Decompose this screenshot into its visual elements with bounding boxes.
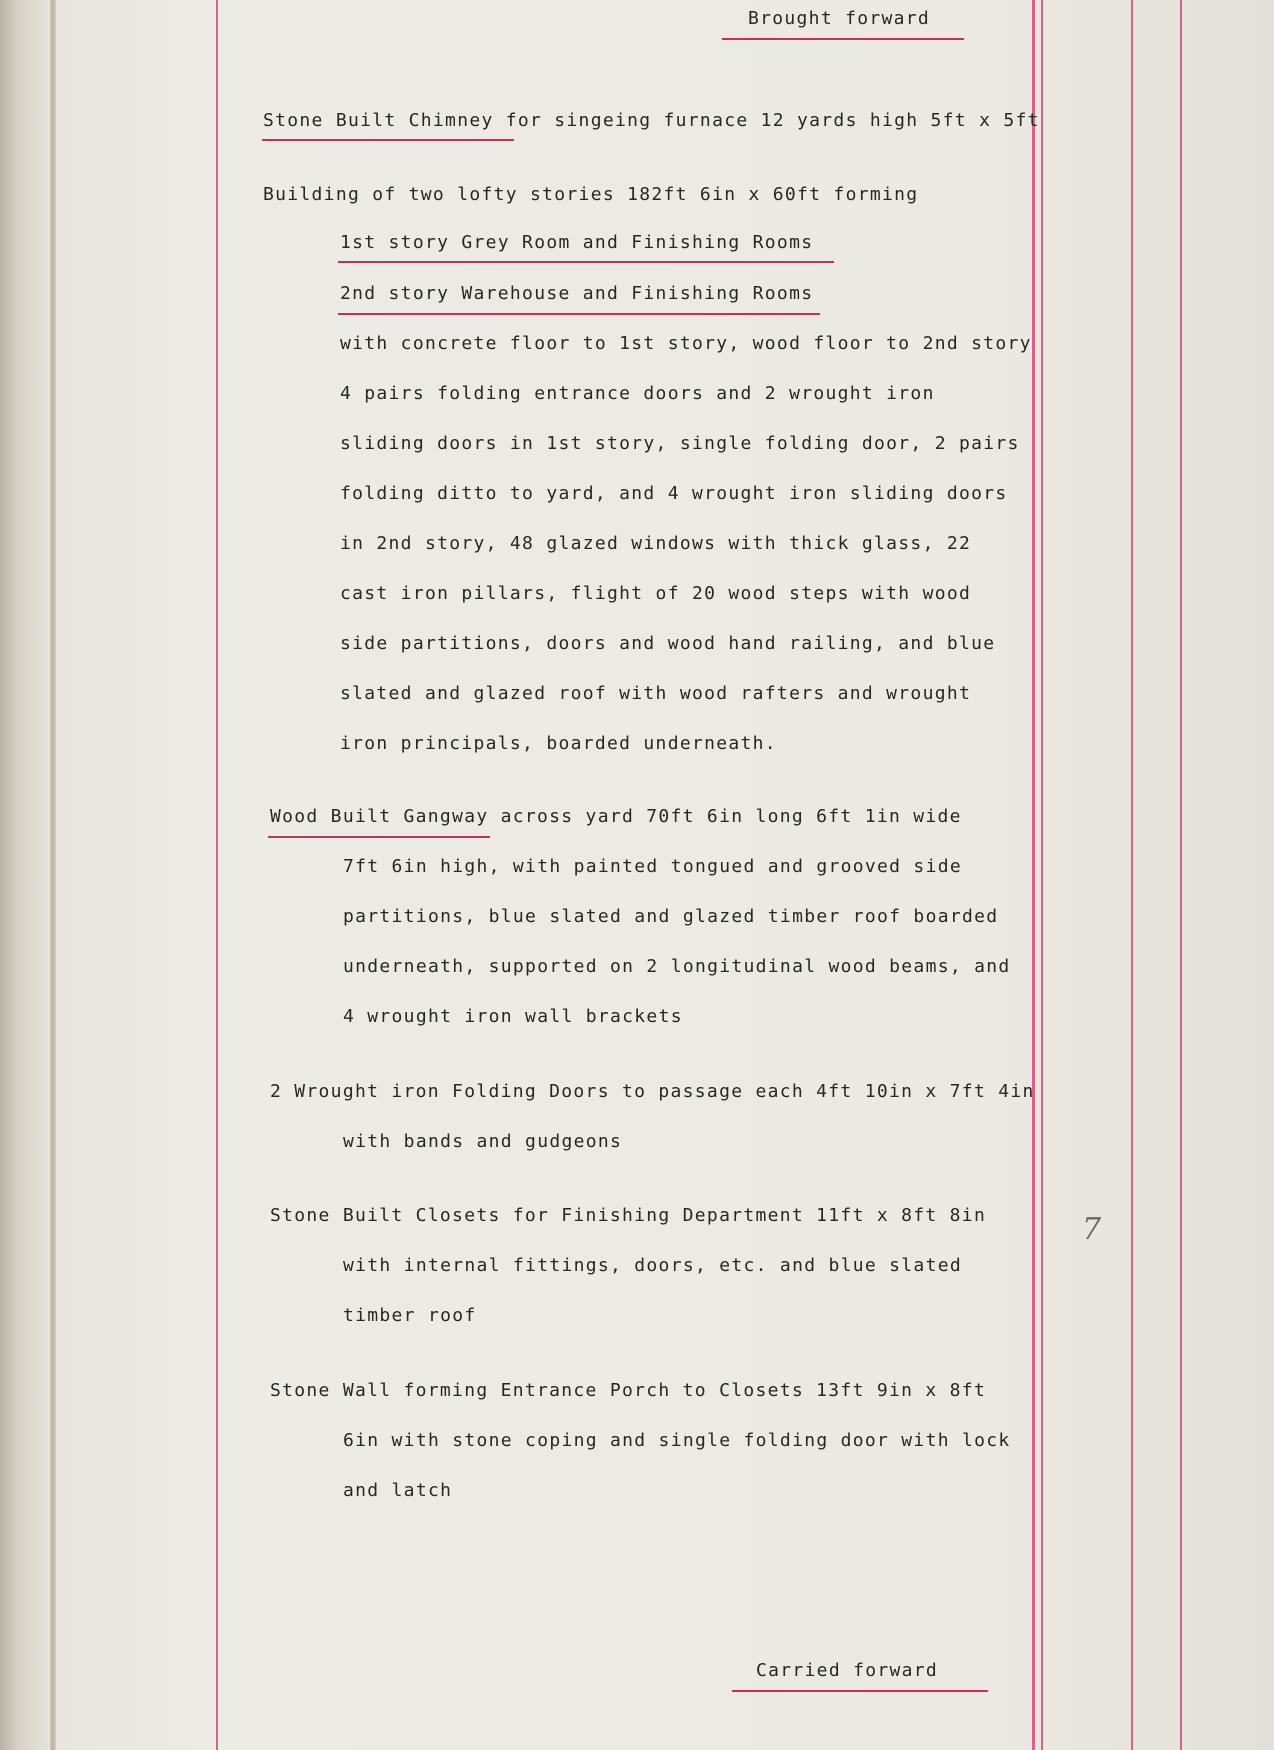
- entry-gangway-line-5: 4 wrought iron wall brackets: [343, 1006, 683, 1027]
- brought-forward-label: Brought forward: [748, 8, 931, 29]
- entry-closets-line-1: Stone Built Closets for Finishing Department 11ft x 8ft 8in: [270, 1205, 987, 1226]
- entry-doors-line-2: with bands and gudgeons: [343, 1131, 623, 1152]
- column-rule-3: [1131, 0, 1133, 1750]
- entry-gangway-line-3: partitions, blue slated and glazed timber roof boarded: [343, 906, 999, 927]
- header-underline: [722, 38, 964, 40]
- entry-building-line-1: Building of two lofty stories 182ft 6in x 60ft forming: [263, 184, 919, 205]
- entry-wall-line-3: and latch: [343, 1480, 453, 1501]
- chimney-title-underline: [262, 139, 514, 141]
- entry-building-line-9: cast iron pillars, flight of 20 wood steps with wood: [340, 583, 972, 604]
- entry-building-line-5: 4 pairs folding entrance doors and 2 wrought iron: [340, 383, 935, 404]
- entry-gangway-line-1: Wood Built Gangway across yard 70ft 6in long 6ft 1in wide: [270, 806, 962, 827]
- left-margin-rule: [216, 0, 218, 1750]
- margin-pencil-note: 7: [1082, 1212, 1102, 1247]
- gangway-title-underline: [268, 836, 490, 838]
- entry-building-line-8: in 2nd story, 48 glazed windows with thick glass, 22: [340, 533, 972, 554]
- entry-building-line-11: slated and glazed roof with wood rafters and wrought: [340, 683, 972, 704]
- entry-wall-line-2: 6in with stone coping and single folding door with lock: [343, 1430, 1011, 1451]
- entry-building-line-4: with concrete floor to 1st story, wood floor to 2nd story: [340, 333, 1032, 354]
- entry-building-line-3: 2nd story Warehouse and Finishing Rooms: [340, 283, 814, 304]
- column-rule-2: [1041, 0, 1043, 1750]
- entry-building-line-10: side partitions, doors and wood hand railing, and blue: [340, 633, 996, 654]
- entry-closets-line-3: timber roof: [343, 1305, 477, 1326]
- column-rule-1: [1032, 0, 1035, 1750]
- first-story-underline: [338, 261, 834, 263]
- page-binding-shadow: [50, 0, 56, 1750]
- entry-building-line-7: folding ditto to yard, and 4 wrought iron sliding doors: [340, 483, 1008, 504]
- entry-closets-line-2: with internal fittings, doors, etc. and blue slated: [343, 1255, 962, 1276]
- entry-building-line-2: 1st story Grey Room and Finishing Rooms: [340, 232, 814, 253]
- column-rule-4: [1180, 0, 1182, 1750]
- entry-doors-line-1: 2 Wrought iron Folding Doors to passage each 4ft 10in x 7ft 4in: [270, 1081, 1035, 1102]
- footer-underline: [732, 1690, 988, 1692]
- entry-building-line-12: iron principals, boarded underneath.: [340, 733, 777, 754]
- entry-chimney-line-1: Stone Built Chimney for singeing furnace 12 yards high 5ft x 5ft: [263, 110, 1040, 131]
- entry-building-line-6: sliding doors in 1st story, single folding door, 2 pairs: [340, 433, 1020, 454]
- second-story-underline: [338, 313, 820, 315]
- carried-forward-label: Carried forward: [756, 1660, 939, 1681]
- entry-gangway-line-4: underneath, supported on 2 longitudinal wood beams, and: [343, 956, 1011, 977]
- entry-gangway-line-2: 7ft 6in high, with painted tongued and grooved side: [343, 856, 962, 877]
- entry-wall-line-1: Stone Wall forming Entrance Porch to Closets 13ft 9in x 8ft: [270, 1380, 987, 1401]
